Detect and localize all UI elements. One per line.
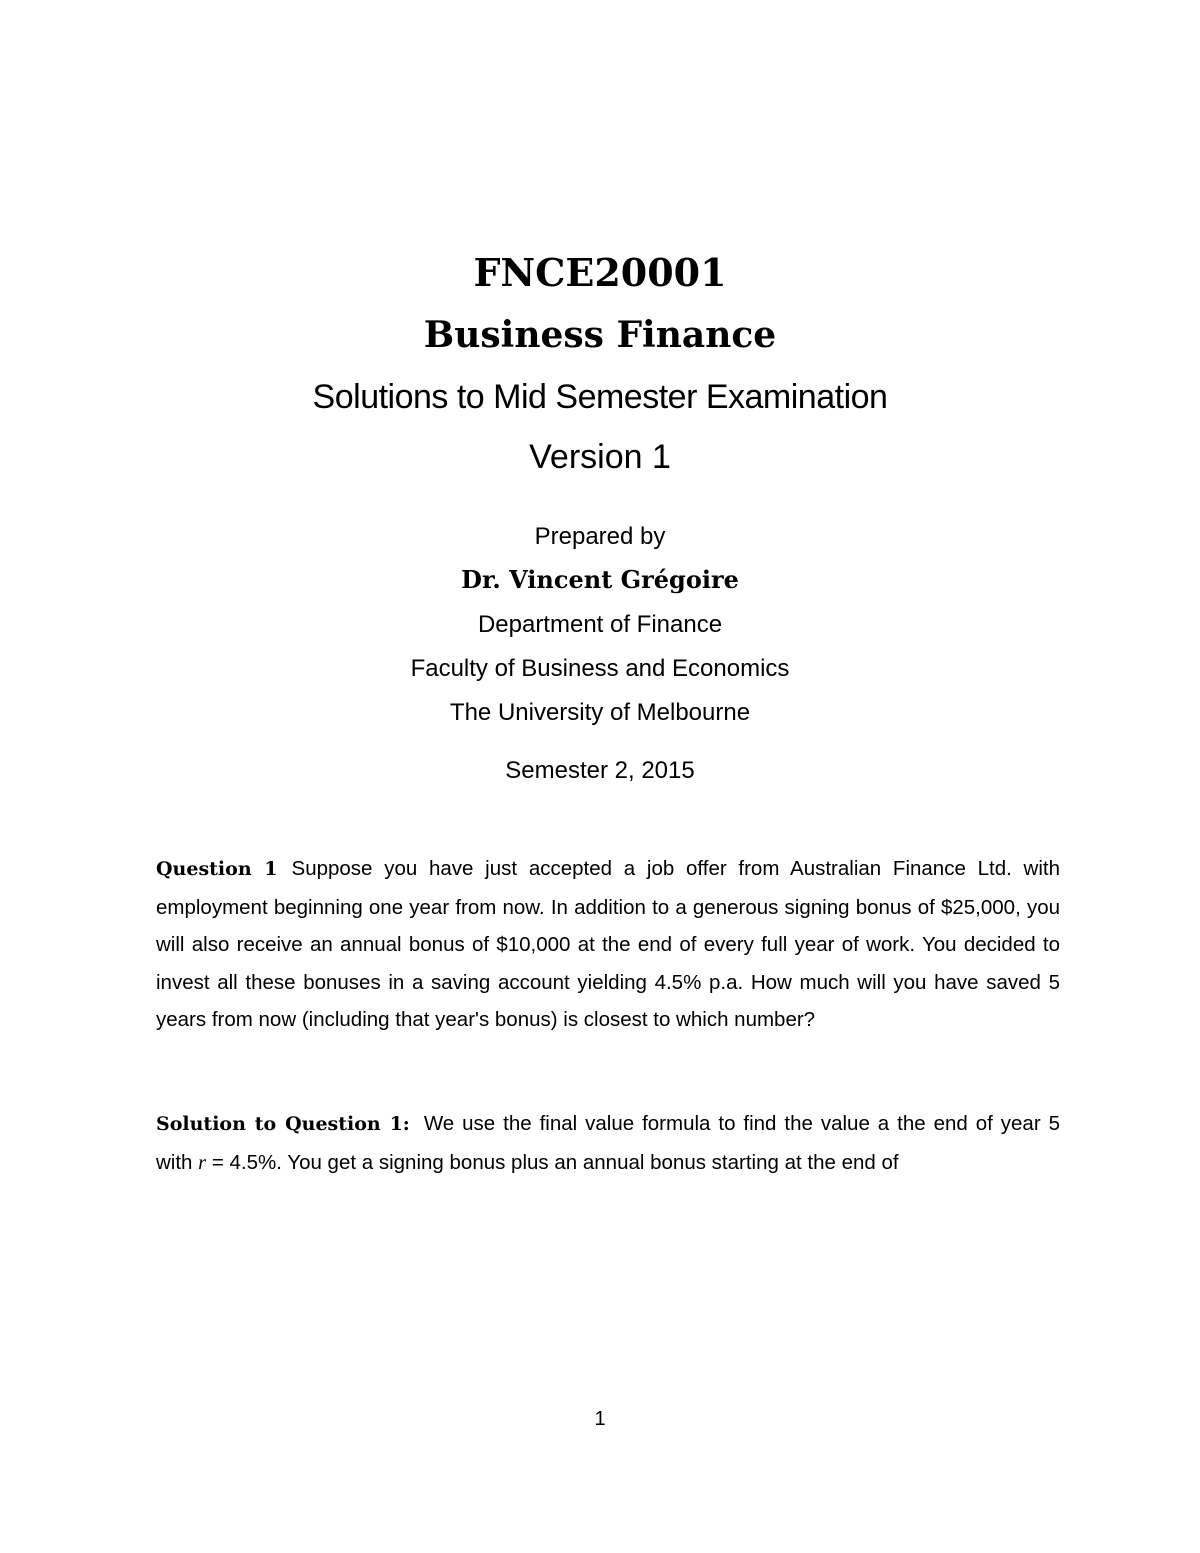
course-name: Business Finance — [423, 314, 777, 356]
solution-1-text-before: We use the final value formula to find the value a the end of year 5 with — [156, 1112, 1060, 1174]
document-version: Version 1 — [529, 438, 671, 476]
question-1-label: Question 1 — [156, 858, 278, 880]
semester: Semester 2, 2015 — [505, 757, 695, 784]
document-title: Solutions to Mid Semester Examination — [312, 378, 888, 416]
solution-1-math-var: r — [198, 1151, 207, 1174]
author-name: Dr. Vincent Grégoire — [461, 565, 739, 594]
university: The University of Melbourne — [449, 699, 751, 726]
question-1 — [156, 850, 1060, 1039]
solution-1 — [156, 1105, 1060, 1182]
question-1-text: Suppose you have just accepted a job offer from Australian Finance Ltd. with employment beginning one year from now. In addition to a generous signing bonus of $25,000, you will also receive an annual bonus of $10,000 at the end of every full year of work. You decided to invest all these bonuses in a saving account yielding 4.5% p.a. How much will you have saved 5 years from now (including that year's bonus) is closest to which number? — [156, 857, 1060, 1031]
course-code: FNCE20001 — [473, 250, 727, 295]
prepared-by: Prepared by — [534, 523, 666, 550]
solution-1-text-after: = 4.5%. You get a signing bonus plus an annual bonus starting at the end of — [211, 1150, 899, 1174]
solution-1-label: Solution to Question 1: — [156, 1113, 410, 1135]
department: Department of Finance — [477, 611, 723, 638]
page-number: 1 — [594, 1408, 606, 1430]
faculty: Faculty of Business and Economics — [410, 655, 790, 682]
